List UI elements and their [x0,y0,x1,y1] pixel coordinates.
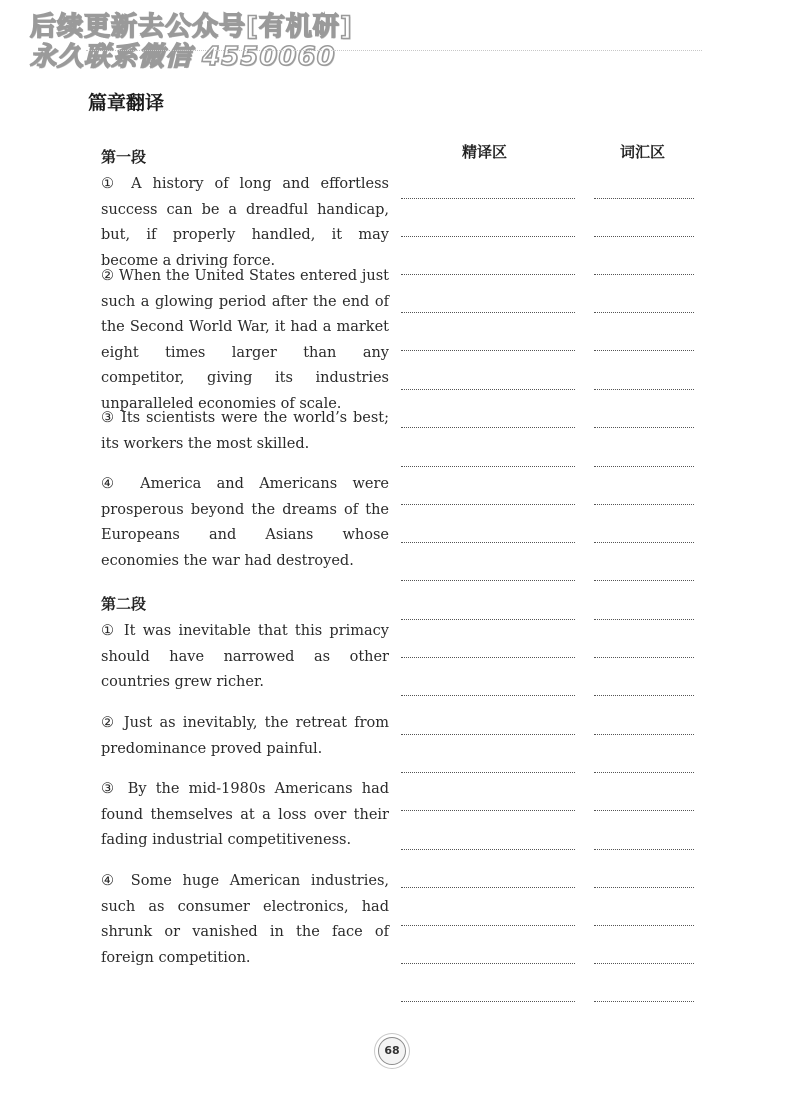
vocabulary-answer-line [594,350,694,351]
sentence-1-4: ④ America and Americans were prosperous beyond the dreams of the Europeans and Asians whose economies the war had destroyed. [101,476,389,569]
translation-answer-line [401,312,575,313]
vocabulary-answer-line [594,695,694,696]
translation-answer-line [401,810,575,811]
translation-answer-line [401,504,575,505]
vocabulary-answer-line [594,580,694,581]
translation-answer-line [401,1001,575,1002]
translation-answer-line [401,542,575,543]
translation-answer-line [401,849,575,850]
translation-answer-line [401,466,575,467]
translation-answer-line [401,350,575,351]
watermark-line-2: 永久联系微信 4550060 [30,42,336,72]
vocabulary-answer-line [594,389,694,390]
vocabulary-answer-line [594,312,694,313]
sentence-1-1: ① A history of long and effortless success can be a dreadful handicap, but, if properly handled, it may become a driving force. [101,176,389,269]
translation-answer-line [401,619,575,620]
translation-answer-line [401,695,575,696]
vocabulary-answer-line [594,198,694,199]
vocabulary-answer-line [594,810,694,811]
header-divider [86,50,702,51]
vocabulary-answer-line [594,274,694,275]
vocabulary-answer-line [594,236,694,237]
vocabulary-answer-line [594,657,694,658]
translation-answer-line [401,427,575,428]
sentence-2-3: ③ By the mid-1980s Americans had found themselves at a loss over their fading industrial competitiveness. [101,781,389,849]
vocabulary-answer-line [594,734,694,735]
vocabulary-answer-line [594,925,694,926]
sentence-1-2: ② When the United States entered just such a glowing period after the end of the Second World War, it had a market eight times larger than any competitor, giving its industries unparalleled economies of scale. [101,268,389,412]
section-heading-1: 第一段 [101,148,147,166]
translation-answer-line [401,887,575,888]
vocabulary-answer-line [594,1001,694,1002]
vocabulary-answer-line [594,427,694,428]
page-title: 篇章翻译 [88,92,165,114]
translation-answer-line [401,198,575,199]
translation-answer-line [401,925,575,926]
translation-answer-line [401,274,575,275]
vocabulary-answer-line [594,466,694,467]
vocabulary-answer-line [594,963,694,964]
section-heading-2: 第二段 [101,595,147,613]
translation-answer-line [401,389,575,390]
vocabulary-answer-line [594,887,694,888]
sentence-2-4: ④ Some huge American industries, such as consumer electronics, had shrunk or vanished in the face of foreign competition. [101,873,389,966]
vocabulary-answer-line [594,772,694,773]
sentence-2-2: ② Just as inevitably, the retreat from predominance proved painful. [101,715,389,757]
translation-answer-line [401,734,575,735]
page-number: 68 [378,1037,406,1065]
vocabulary-answer-line [594,619,694,620]
translation-answer-line [401,580,575,581]
translation-answer-line [401,963,575,964]
vocabulary-column-header: 词汇区 [620,143,666,161]
translation-answer-line [401,772,575,773]
vocabulary-answer-line [594,849,694,850]
watermark-line-1: 后续更新去公众号[有机研] [30,12,353,42]
sentence-2-1: ① It was inevitable that this primacy should have narrowed as other countries grew richer. [101,623,389,691]
translation-answer-line [401,657,575,658]
sentence-1-3: ③ Its scientists were the world’s best; its workers the most skilled. [101,410,389,452]
vocabulary-answer-line [594,504,694,505]
translation-answer-line [401,236,575,237]
vocabulary-answer-line [594,542,694,543]
translation-column-header: 精译区 [462,143,508,161]
